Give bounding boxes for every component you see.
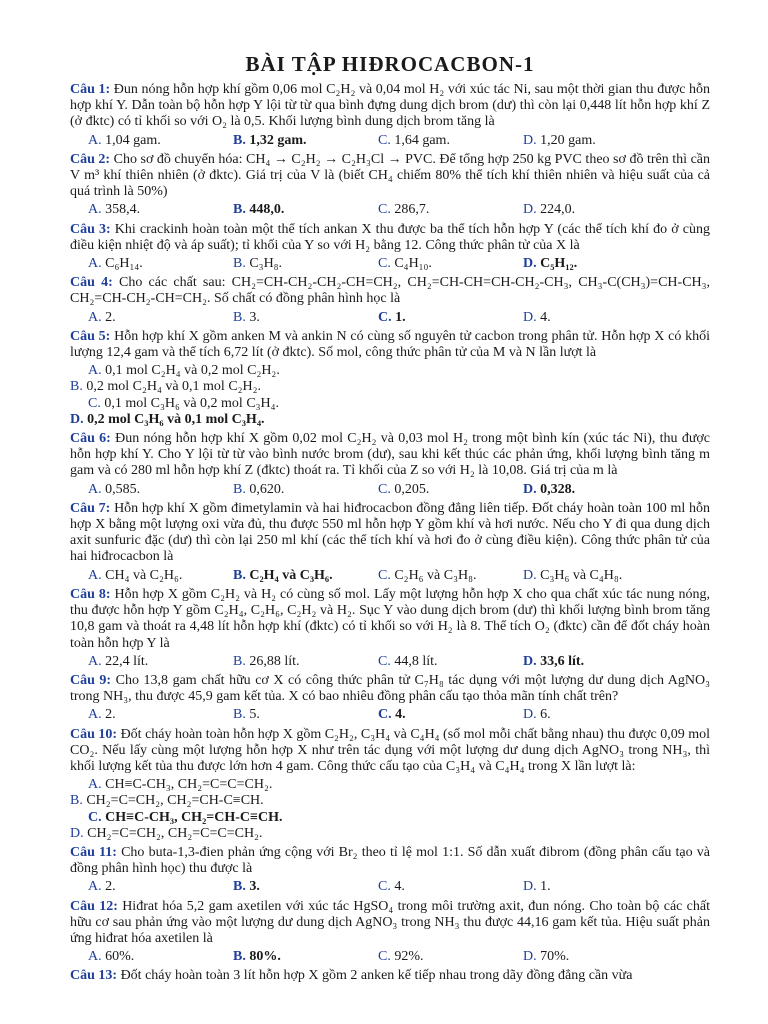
- question-text: Cho sơ đồ chuyển hóa: CH₄ → C₂H₂ → C₂H₃Cl → PVC. Để tổng hợp 250 kg PVC theo sơ đồ trên thì cần V m³ khí thiên nhiên (ở đktc). Giá trị của V là (biết CH₄ chiếm 80% thể tích khí thiên nhiên và hiệu suất của cả quá trình là 50%): [70, 151, 710, 200]
- option-d: D. 6.: [523, 707, 551, 723]
- question-text: Hỗn hợp khí X gồm anken M và ankin N có cùng số nguyên tử cacbon trong phân tử. Hỗn hợp X có khối lượng 12,4 gam và thể tích 6,72 lít (ở đktc). Số mol, công thức phân tử của M và N lần lượt là: [70, 328, 711, 361]
- question-2: [70, 152, 710, 201]
- question-5: [70, 329, 710, 361]
- question-label: Câu 6:: [70, 431, 111, 447]
- question-label: Câu 10:: [70, 726, 118, 742]
- option-d: D. CH₂=C=CH₂, CH₂=C=C=CH₂.: [70, 825, 263, 841]
- option-b: B. 0,620.: [233, 481, 285, 497]
- option-c: C. 0,205.: [378, 481, 430, 497]
- option-c: C. 4.: [378, 707, 406, 723]
- option-a: A. 0,585.: [88, 481, 141, 497]
- question-label: Câu 9:: [70, 672, 112, 688]
- options-6: [70, 482, 710, 498]
- question-10: [70, 727, 710, 776]
- option-a: A. CH₄ và C₂H₆.: [88, 567, 183, 583]
- option-b: B. 3.: [233, 879, 260, 895]
- options-3: [70, 256, 710, 272]
- option-c: C. 44,8 lít.: [378, 653, 438, 669]
- option-d: D. 0,328.: [523, 481, 576, 497]
- option-a: A. 22,4 lít.: [88, 653, 149, 669]
- question-text: Hiđrat hóa 5,2 gam axetilen với xúc tác HgSO₄ trong môi trường axit, đun nóng. Cho toàn bộ các chất hữu cơ sau phản ứng vào một lượng dư dung dịch AgNO₃ trong NH₃ thu được 44,16 gam kết tủa. Hiệu suất phản ứng hiđrat hóa axetilen là: [70, 898, 710, 946]
- question-text: Hỗn hợp X gồm C₂H₂ và H₂ có cùng số mol. Lấy một lượng hỗn hợp X cho qua chất xúc tác nung nóng, thu được hỗn hợp Y gồm C₂H₄, C₂H₆, C₂H₂ và H₂. Sục Y vào dung dịch brom (dư) thì khối lượng bình brom tăng 10,8 gam và thoát ra 4,48 lít hỗn hợp khí (đktc) có tỉ khối so với H₂ là 8. Thể tích O₂ (đktc) cần để đốt cháy hoàn toàn hỗn hợp Y là: [70, 586, 711, 651]
- question-8: [70, 587, 710, 652]
- question-1: [70, 82, 710, 131]
- option-b: B. 26,88 lít.: [233, 653, 300, 669]
- page-title: BÀI TẬP HIĐROCACBON-1: [245, 52, 535, 76]
- option-a: A. 2.: [88, 879, 116, 895]
- option-d: D. 224,0.: [523, 202, 576, 218]
- option-b: B. 1,32 gam.: [233, 132, 307, 148]
- question-text: Hỗn hợp khí X gồm đimetylamin và hai hiđrocacbon đồng đẳng liên tiếp. Đốt cháy hoàn toàn 100 ml hỗn hợp X bằng một lượng oxi vừa đủ, thu được 550 ml hỗn hợp Y gồm khí và hơi nước. Nếu cho Y đi qua dung dịch axit sunfuric đặc (dư) thì còn lại 250 ml khí (các thể tích khí và hơi đo ở cùng điều kiện). Công thức phân tử của hai hiđrocacbon là: [70, 500, 711, 565]
- options-7: [70, 568, 710, 584]
- option-b: B. 3.: [233, 309, 260, 325]
- option-b: B. 5.: [233, 707, 260, 723]
- option-c: C. C₄H₁₀.: [378, 256, 432, 272]
- option-c: C. CH≡C-CH₃, CH₂=CH-C≡CH.: [88, 809, 283, 825]
- options-5: [70, 363, 710, 428]
- question-label: Câu 4:: [70, 275, 113, 291]
- options-12: [70, 949, 710, 965]
- options-8: [70, 654, 710, 670]
- option-b: B. CH₂=C=CH₂, CH₂=CH-C≡CH.: [70, 793, 264, 809]
- option-a: A. 358,4.: [88, 202, 141, 218]
- question-label: Câu 3:: [70, 221, 111, 237]
- question-text: Cho buta-1,3-đien phản ứng cộng với Br₂ theo tỉ lệ mol 1:1. Số dẫn xuất đibrom (đồng phân cấu tạo và đồng phân hình học) thu được là: [70, 844, 710, 877]
- option-c: C. C₂H₆ và C₃H₈.: [378, 567, 477, 583]
- option-a: A. 2.: [88, 707, 116, 723]
- option-a: A. C₆H₁₄.: [88, 256, 143, 272]
- options-9: [70, 707, 710, 723]
- options-10: [70, 777, 710, 842]
- question-label: Câu 7:: [70, 500, 111, 516]
- question-text: Cho các chất sau: CH₂=CH-CH₂-CH₂-CH=CH₂, CH₂=CH-CH=CH-CH₂-CH₃, CH₃-C(CH₃)=CH-CH₃, CH₂=CH-CH₂-CH=CH₂. Số chất có đồng phân hình học là: [70, 275, 711, 307]
- option-d: D. C₅H₁₂.: [523, 256, 578, 272]
- question-label: Câu 5:: [70, 328, 111, 344]
- option-b: B. 0,2 mol C₂H₄ và 0,1 mol C₂H₂.: [70, 379, 262, 395]
- option-d: D. C₃H₆ và C₄H₈.: [523, 567, 623, 583]
- question-7: [70, 501, 710, 566]
- question-label: Câu 8:: [70, 586, 111, 602]
- question-12: [70, 899, 710, 948]
- question-label: Câu 2:: [70, 151, 111, 167]
- option-a: A. 60%.: [88, 949, 135, 965]
- option-d: D. 1,20 gam.: [523, 132, 596, 148]
- option-a: A. 0,1 mol C₂H₄ và 0,2 mol C₂H₂.: [88, 363, 280, 379]
- question-label: Câu 11:: [70, 844, 117, 860]
- question-text: Đun nóng hỗn hợp khí X gồm 0,02 mol C₂H₂ và 0,03 mol H₂ trong một bình kín (xúc tác Ni), thu được hỗn hợp khí Y. Cho Y lội từ từ vào bình nước brom (dư), sau khi kết thúc các phản ứng, khối lượng bình tăng m gam và có 280 ml hỗn hợp khí Z (đktc) thoát ra. Tỉ khối của Z so với H₂ là 10,08. Giá trị của m là: [70, 431, 711, 479]
- option-a: A. 1,04 gam.: [88, 132, 161, 148]
- option-b: B. 80%.: [233, 949, 281, 965]
- question-text: Đun nóng hỗn hợp khí gồm 0,06 mol C₂H₂ và 0,04 mol H₂ với xúc tác Ni, sau một thời gian thu được hỗn hợp khí Y. Dẫn toàn bộ hỗn hợp Y lội từ từ qua bình đựng dung dịch brom (dư) thì còn lại 0,448 lít hỗn hợp khí Z (ở đktc) có tỉ khối so với O₂ là 0,5. Khối lượng bình dung dịch brom tăng là: [70, 82, 711, 130]
- options-11: [70, 879, 710, 895]
- options-2: [70, 202, 710, 218]
- option-b: B. 448,0.: [233, 202, 285, 218]
- option-c: C. 1,64 gam.: [378, 132, 450, 148]
- question-4: [70, 275, 710, 307]
- question-13: [70, 968, 710, 984]
- option-c: C. 286,7.: [378, 202, 430, 218]
- question-9: [70, 673, 710, 705]
- option-c: C. 4.: [378, 879, 405, 895]
- option-d: D. 33,6 lít.: [523, 653, 585, 669]
- option-d: D. 0,2 mol C₃H₆ và 0,1 mol C₃H₄.: [70, 411, 265, 427]
- option-b: B. C₂H₄ và C₃H₆.: [233, 567, 333, 583]
- options-1: [70, 133, 710, 149]
- question-text: Đốt cháy hoàn toàn hỗn hợp X gồm C₂H₂, C₃H₄ và C₄H₄ (số mol mỗi chất bằng nhau) thu được 0,09 mol CO₂. Nếu lấy cùng một lượng hỗn hợp X như trên tác dụng với một lượng dư dung dịch AgNO₃ trong NH₃, thì khối lượng kết tủa thu được lớn hơn 4 gam. Công thức cấu tạo của C₃H₄ và C₄H₄ trong X lần lượt là:: [70, 726, 711, 774]
- option-d: D. 70%.: [523, 949, 570, 965]
- option-b: B. C₃H₈.: [233, 256, 283, 272]
- option-d: D. 4.: [523, 309, 551, 325]
- options-4: [70, 310, 710, 326]
- option-a: A. 2.: [88, 309, 116, 325]
- question-text: Cho 13,8 gam chất hữu cơ X có công thức phân tử C₇H₈ tác dụng với một lượng dư dung dịch AgNO₃ trong NH₃, thu được 45,9 gam kết tủa. X có bao nhiêu đồng phân cấu tạo thỏa mãn tính chất trên?: [70, 672, 711, 705]
- option-c: C. 1.: [378, 309, 406, 325]
- option-c: C. 92%.: [378, 949, 424, 965]
- option-d: D. 1.: [523, 879, 551, 895]
- question-text: Đốt cháy hoàn toàn 3 lít hỗn hợp X gồm 2 anken kế tiếp nhau trong dãy đồng đẳng cần vừa: [120, 968, 633, 984]
- question-6: [70, 431, 710, 480]
- question-label: Câu 12:: [70, 898, 118, 914]
- question-11: [70, 845, 710, 877]
- question-label: Câu 13:: [70, 968, 118, 984]
- option-a: A. CH≡C-CH₃, CH₂=C=C=CH₂.: [88, 777, 273, 793]
- question-3: [70, 222, 710, 254]
- document-page: [70, 52, 710, 987]
- question-label: Câu 1:: [70, 82, 111, 97]
- question-text: Khi crackinh hoàn toàn một thể tích ankan X thu được ba thể tích hỗn hợp Y (các thể tích khí đo ở cùng điều kiện nhiệt độ và áp suất); tỉ khối của Y so với H₂ bằng 12. Công thức phân tử của X là: [70, 221, 710, 253]
- option-c: C. 0,1 mol C₃H₆ và 0,2 mol C₃H₄.: [88, 395, 280, 411]
